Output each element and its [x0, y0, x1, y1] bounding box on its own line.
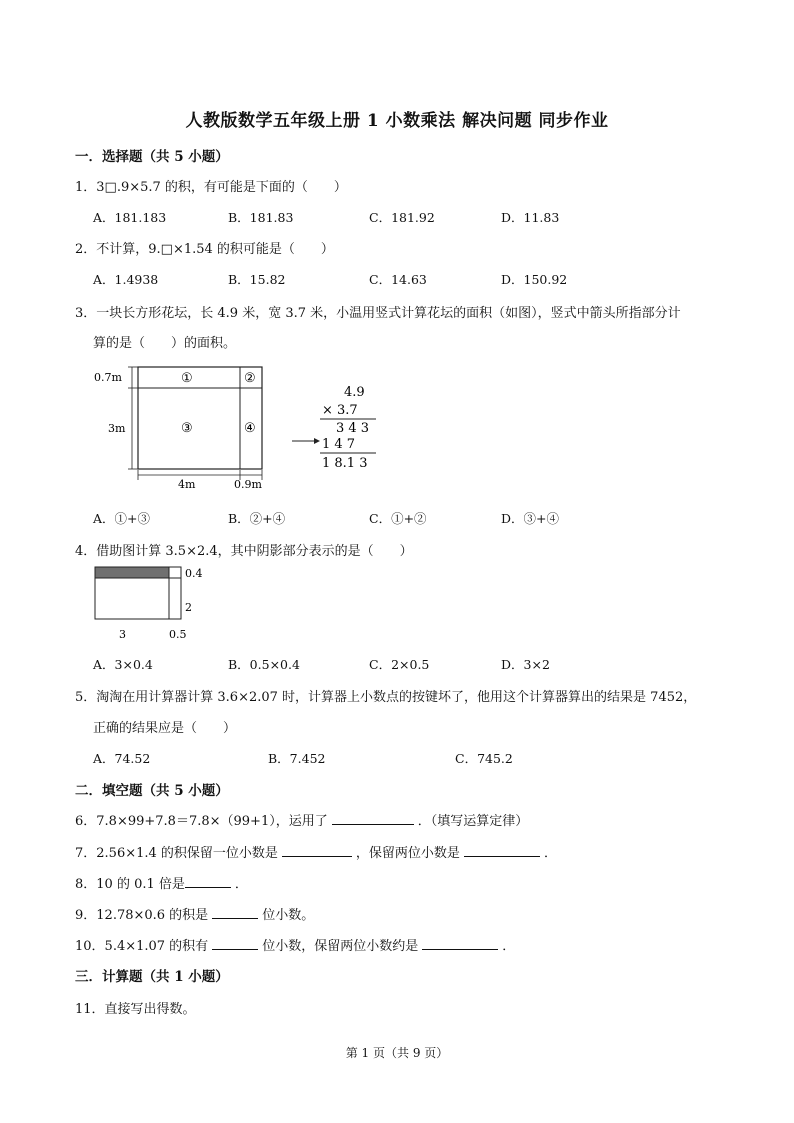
calc-partial-1: 3 4 3 — [336, 421, 370, 436]
q6-text-a: 6．7.8×99+7.8＝7.8×（99+1），运用了 — [75, 814, 328, 829]
region-4: ④ — [244, 421, 256, 436]
question-5-line-2: 正确的结果应是（ ） — [93, 721, 237, 736]
q10-text-a: 10．5.4×1.07 的积有 — [75, 939, 209, 954]
q2-option-a: A．1.4938 — [93, 272, 159, 287]
question-5-line-1: 5．淘淘在用计算器计算 3.6×2.07 时，计算器上小数点的按键坏了，他用这个计算器算出的结果是 7452， — [75, 690, 697, 705]
q7-text-a: 7．2.56×1.4 的积保留一位小数是 — [75, 846, 278, 861]
question-11-text: 11．直接写出得数。 — [75, 1002, 196, 1017]
q10-blank-2[interactable] — [422, 937, 498, 950]
q8-blank[interactable] — [185, 875, 231, 888]
q6-blank[interactable] — [332, 812, 414, 825]
q9-text-a: 9．12.78×0.6 的积是 — [75, 908, 209, 923]
question-6 — [75, 810, 528, 829]
label-bottom-left: 4m — [178, 478, 196, 491]
q7-text-c: ． — [543, 846, 557, 861]
region-2: ② — [244, 371, 256, 386]
q6-text-b: ．（填写运算定律） — [417, 814, 529, 829]
q1-option-b: B．181.83 — [228, 210, 294, 225]
section-heading-calc: 三．计算题（共 1 小题） — [75, 969, 229, 985]
q3-option-b: B．②+④ — [228, 511, 286, 526]
section-heading-fill: 二．填空题（共 5 小题） — [75, 783, 229, 799]
label-bottom-right: 0.9m — [234, 478, 262, 491]
region-3: ③ — [181, 421, 193, 436]
q5-option-b: B．7.452 — [268, 751, 326, 766]
q2-option-d: D．150.92 — [501, 272, 568, 287]
question-1-text: 1．3□.9×5.7 的积，有可能是下面的（ ） — [75, 180, 347, 195]
question-3-line-2: 算的是（ ）的面积。 — [93, 336, 237, 351]
label-top-width: 0.7m — [94, 371, 122, 384]
question-10 — [75, 935, 515, 954]
page-footer: 第 1 页（共 9 页） — [345, 1046, 449, 1060]
label-right-mid: 2 — [185, 601, 192, 614]
q1-option-a: A．181.183 — [93, 210, 167, 225]
region-1: ① — [181, 371, 193, 386]
label-right-top: 0.4 — [185, 567, 203, 580]
q4-option-a: A．3×0.4 — [93, 657, 153, 672]
question-8 — [75, 873, 248, 892]
q3-option-d: D．③+④ — [501, 511, 559, 526]
section-heading-choice: 一．选择题（共 5 小题） — [75, 149, 229, 165]
q7-blank-2[interactable] — [464, 844, 540, 857]
q7-text-b: ，保留两位小数是 — [355, 846, 460, 861]
q5-option-c: C．745.2 — [455, 751, 513, 766]
q8-text-b: ． — [234, 877, 248, 892]
q10-blank-1[interactable] — [212, 937, 258, 950]
q3-option-a: A．①+③ — [93, 511, 151, 526]
calc-partial-2: 1 4 7 — [322, 437, 356, 452]
q10-text-b: 位小数，保留两位小数约是 — [262, 939, 419, 954]
question-4-text: 4．借助图计算 3.5×2.4，其中阴影部分表示的是（ ） — [75, 544, 413, 559]
question-7 — [75, 842, 557, 861]
calc-result: 1 8.1 3 — [322, 456, 368, 471]
q3-option-c: C．①+② — [369, 511, 427, 526]
q8-text-a: 8．10 的 0.1 倍是 — [75, 877, 185, 892]
calc-multiplier: × 3.7 — [322, 403, 358, 418]
question-9 — [75, 904, 314, 923]
q5-option-a: A．74.52 — [93, 751, 151, 766]
q10-text-c: ． — [502, 939, 516, 954]
calc-multiplicand: 4.9 — [344, 385, 365, 400]
q4-option-c: C．2×0.5 — [369, 657, 430, 672]
label-bottom-right: 0.5 — [169, 628, 187, 641]
garden-area-figure — [92, 362, 392, 492]
q2-option-b: B．15.82 — [228, 272, 286, 287]
question-3-line-1: 3．一块长方形花坛，长 4.9 米，宽 3.7 米，小温用竖式计算花坛的面积（如图），竖式中箭头所指部分计 — [75, 306, 681, 321]
q9-text-b: 位小数。 — [262, 908, 315, 923]
q4-option-d: D．3×2 — [501, 657, 550, 672]
q1-option-d: D．11.83 — [501, 210, 560, 225]
q9-blank[interactable] — [212, 906, 258, 919]
shaded-area-figure — [92, 562, 212, 644]
q2-option-c: C．14.63 — [369, 272, 427, 287]
q7-blank-1[interactable] — [282, 844, 352, 857]
label-left-height: 3m — [108, 422, 126, 435]
page-title: 人教版数学五年级上册 1 小数乘法 解决问题 同步作业 — [185, 111, 609, 131]
label-bottom-left: 3 — [119, 628, 126, 641]
q1-option-c: C．181.92 — [369, 210, 435, 225]
question-2-text: 2．不计算，9.□×1.54 的积可能是（ ） — [75, 242, 334, 257]
q4-option-b: B．0.5×0.4 — [228, 657, 300, 672]
